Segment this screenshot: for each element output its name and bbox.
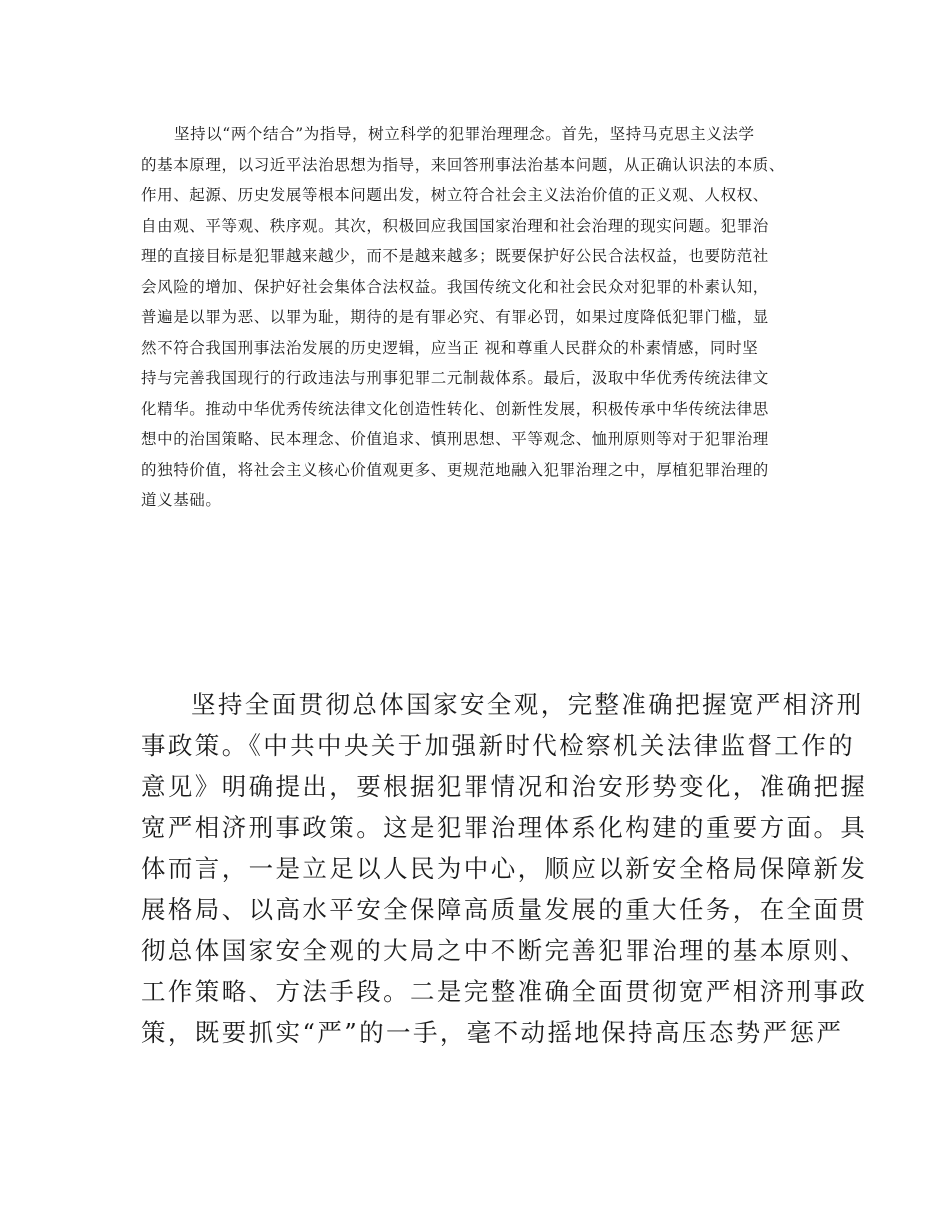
text-line: 坚持全面贯彻总体国家安全观，完整准确把握宽严相济刑 <box>191 690 864 719</box>
text-line: 展格局、以高水平安全保障高质量发展的重大任务，在全面贯 <box>141 895 868 924</box>
text-line: 作用、起源、历史发展等根本问题出发，树立符合社会主义法治价值的正义观、人权权、 <box>141 186 769 204</box>
text-line: 工作策略、方法手段。二是完整准确全面贯彻宽严相济刑事政 <box>141 977 868 1006</box>
text-line: 自由观、平等观、秩序观。其次，积极回应我国国家治理和社会治理的现实问题。犯罪治 <box>141 216 769 235</box>
text-line: 体而言，一是立足以人民为中心，顺应以新安全格局保障新发 <box>141 854 868 883</box>
paragraph-crime-governance-concept <box>141 127 831 524</box>
text-line: 理的直接目标是犯罪越来越少，而不是越来越多；既要保护好公民合法权益，也要防范社 <box>141 247 769 265</box>
text-line: 持与完善我国现行的行政违法与刑事犯罪二元制裁体系。最后，汲取中华优秀传统法律文 <box>141 369 769 387</box>
text-line: 意见》明确提出，要根据犯罪情况和治安形势变化，准确把握 <box>141 772 868 801</box>
text-line: 普遍是以罪为恶、以罪为耻，期待的是有罪必究、有罪必罚，如果过度降低犯罪门槛，显 <box>141 308 769 326</box>
text-line: 事政策。《中共中央关于加强新时代检察机关法律监督工作的 <box>141 731 856 760</box>
text-line: 的基本原理，以习近平法治思想为指导，来回答刑事法治基本问题，从正确认识法的本质、 <box>141 155 786 174</box>
text-line: 策，既要抓实“严”的一手，毫不动摇地保持高压态势严惩严 <box>141 1018 844 1047</box>
text-line: 会风险的增加、保护好社会集体合法权益。我国传统文化和社会民众对犯罪的朴素认知， <box>141 277 769 296</box>
text-line: 宽严相济刑事政策。这是犯罪治理体系化构建的重要方面。具 <box>141 813 868 842</box>
text-line: 道义基础。 <box>141 491 222 509</box>
text-line: 彻总体国家安全观的大局之中不断完善犯罪治理的基本原则、 <box>141 936 868 965</box>
text-line: 想中的治国策略、民本理念、价值追求、慎刑思想、平等观念、恤刑原则等对于犯罪治理 <box>141 430 769 448</box>
paragraph-national-security-policy <box>141 690 868 1062</box>
text-line: 化精华。推动中华优秀传统法律文化创造性转化、创新性发展，积极传承中华传统法律思 <box>141 399 769 418</box>
text-line: 坚持以“两个结合”为指导，树立科学的犯罪治理理念。首先，坚持马克思主义法学 <box>174 125 755 143</box>
text-line: 的独特价值，将社会主义核心价值观更多、更规范地融入犯罪治理之中，厚植犯罪治理的 <box>141 460 769 479</box>
text-line: 然不符合我国刑事法治发展的历史逻辑，应当正 视和尊重人民群众的朴素情感，同时坚 <box>141 338 759 357</box>
